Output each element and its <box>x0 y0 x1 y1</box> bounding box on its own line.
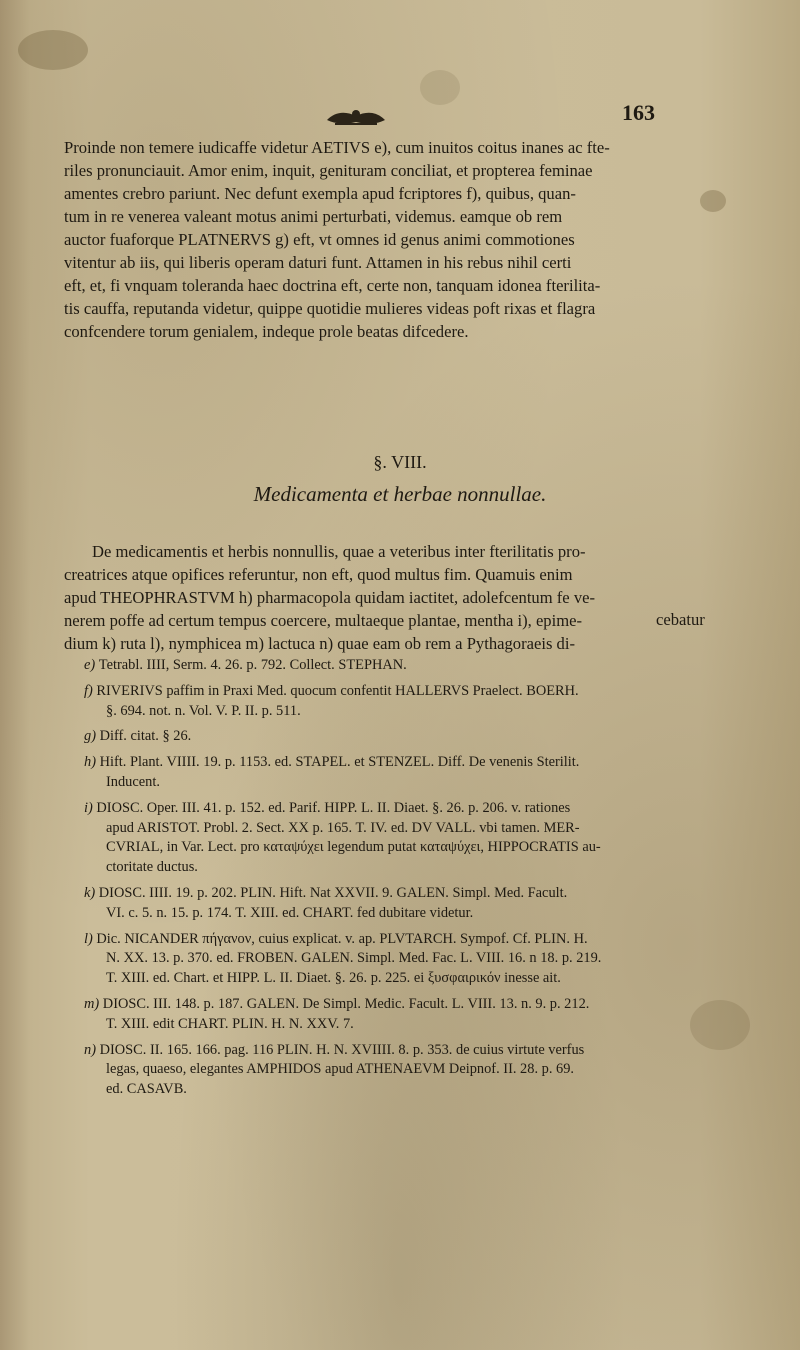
footnote-line <box>84 930 754 950</box>
footnote-text: Hift. Plant. VIIII. 19. p. 1153. ed. STAPEL. et STENZEL. Diff. De venenis Sterilit. <box>99 754 580 771</box>
footnote <box>84 995 754 1035</box>
footnote <box>84 727 754 747</box>
footnote-mark: g) <box>84 728 100 745</box>
footnote <box>84 682 754 722</box>
paper-stain <box>18 30 88 70</box>
footnote-line: apud ARISTOT. Probl. 2. Sect. XX p. 165. T. IV. ed. DV VALL. vbi tamen. MER- <box>106 819 580 836</box>
footnote <box>84 799 754 878</box>
text-line: De medicamentis et herbis nonnullis, quae a veteribus inter fterilitatis pro- <box>92 542 586 561</box>
text-line: eft, et, fi vnquam toleranda haec doctrina eft, certe non, tanquam idonea fterilita- <box>64 276 601 295</box>
text-line: tum in re venerea valeant motus animi perturbati, videmus. eamque ob rem <box>64 207 563 226</box>
text-line: vitentur ab iis, qui liberis operam daturi funt. Attamen in his rebus nihil certi <box>64 253 572 272</box>
footnote-line <box>84 682 754 702</box>
footnote-line <box>84 753 754 773</box>
text-line: dium k) ruta l), nymphicea m) lactuca n) quae eam ob rem a Pythagoraeis di- <box>64 634 575 653</box>
footnote-text: DIOSC. III. 148. p. 187. GALEN. De Simpl. Medic. Facult. L. VIII. 13. n. 9. p. 212. <box>102 995 590 1012</box>
text-line: auctor fuaforque PLATNERVS g) eft, vt omnes id genus animi commotiones <box>64 230 575 249</box>
footnote-line <box>84 727 754 747</box>
page-number: 163 <box>622 100 655 125</box>
text-line: amentes crebro pariunt. Nec defunt exempla apud fcriptores f), quibus, quan- <box>64 184 576 203</box>
footnote-line: legas, quaeso, elegantes AMPHIDOS apud ATHENAEVM Deipnof. II. 28. p. 69. <box>106 1061 575 1078</box>
paper-stain <box>420 70 460 105</box>
footnote-mark: i) <box>84 799 97 816</box>
footnote-mark: m) <box>84 995 103 1012</box>
text-line: confcendere torum genialem, indeque prole beatas difcedere. <box>64 322 469 341</box>
footnote-line: §. 694. not. n. Vol. V. P. II. p. 511. <box>106 702 301 719</box>
footnote-mark: f) <box>84 682 97 699</box>
text-line: tis cauffa, reputanda videtur, quippe quotidie mulieres videas poft rixas et flagra <box>64 299 596 318</box>
footnote-line <box>84 884 754 904</box>
footnote <box>84 884 754 924</box>
footnote-mark: n) <box>84 1041 100 1058</box>
text-line: apud THEOPHRASTVM h) pharmacopola quidam iactitet, adolefcentum fe ve- <box>64 588 596 607</box>
footnote-text: RIVERIVS paffim in Praxi Med. quocum confentit HALLERVS Praelect. BOERH. <box>96 682 579 699</box>
footnote-line <box>84 995 754 1015</box>
footnote-mark: e) <box>84 657 99 673</box>
footnote-line: T. XIII. ed. Chart. et HIPP. L. II. Diaet. §. 26. p. 225. ei ξυσφαιρικόν inesse ait. <box>106 970 561 987</box>
catchword: cebatur <box>656 610 705 629</box>
text-line: riles pronunciauit. Amor enim, inquit, genituram conciliat, et propterea feminae <box>64 161 593 180</box>
footnote-text: DIOSC. IIII. 19. p. 202. PLIN. Hift. Nat XXVII. 9. GALEN. Simpl. Med. Facult. <box>98 884 568 901</box>
footnote-line: VI. c. 5. n. 15. p. 174. T. XIII. ed. CHART. fed dubitare videtur. <box>106 904 474 921</box>
footnote-line <box>84 656 754 676</box>
paragraph-2 <box>64 540 734 655</box>
footnote <box>84 930 754 989</box>
footnotes <box>84 656 754 1106</box>
footnote-text: Tetrabl. IIII, Serm. 4. 26. p. 792. Collect. STEPHAN. <box>98 657 407 673</box>
footnote-line <box>84 799 754 819</box>
footnote <box>84 656 754 676</box>
footnote <box>84 753 754 793</box>
text-line: Proinde non temere iudicaffe videtur AETIVS e), cum inuitos coitus inanes ac fte- <box>64 138 610 157</box>
footnote-line: T. XIII. edit CHART. PLIN. H. N. XXV. 7. <box>106 1015 354 1032</box>
footnote-line: Inducent. <box>106 773 160 790</box>
section-number: §. VIII. <box>373 452 427 472</box>
footnote <box>84 1041 754 1100</box>
footnote-text: Dic. NICANDER πήγανον, cuius explicat. v. ap. PLVTARCH. Sympof. Cf. PLIN. H. <box>96 930 588 947</box>
footnote-line: ed. CASAVB. <box>106 1081 187 1098</box>
text-line: nerem poffe ad certum tempus coercere, multaeque plantae, mentha i), epime- <box>64 611 583 630</box>
footnote-text: DIOSC. II. 165. 166. pag. 116 PLIN. H. N. XVIIII. 8. p. 353. de cuius virtute verfus <box>99 1041 585 1058</box>
footnote-line: N. XX. 13. p. 370. ed. FROBEN. GALEN. Simpl. Med. Fac. L. VIII. 16. n 18. p. 219. <box>106 950 602 967</box>
footnote-mark: h) <box>84 754 100 771</box>
text-line: creatrices atque opifices referuntur, non eft, quod multus fim. Quamuis enim <box>64 565 573 584</box>
footnote-mark: k) <box>84 884 99 901</box>
footnote-line: CVRIAL, in Var. Lect. pro καταψύχει legendum putat καταψύχει, HIPPOCRATIS au- <box>106 839 601 856</box>
section-title: Medicamenta et herbae nonnullae. <box>253 482 547 506</box>
footnote-mark: l) <box>84 930 97 947</box>
footnote-line: ctoritate ductus. <box>106 859 198 876</box>
footnote-text: Diff. citat. § 26. <box>99 728 192 745</box>
headpiece-ornament-icon <box>325 106 387 128</box>
paragraph-1 <box>64 136 734 343</box>
footnote-text: DIOSC. Oper. III. 41. p. 152. ed. Parif. HIPP. L. II. Diaet. §. 26. p. 206. v. rationes <box>96 799 571 816</box>
footnote-line <box>84 1041 754 1061</box>
